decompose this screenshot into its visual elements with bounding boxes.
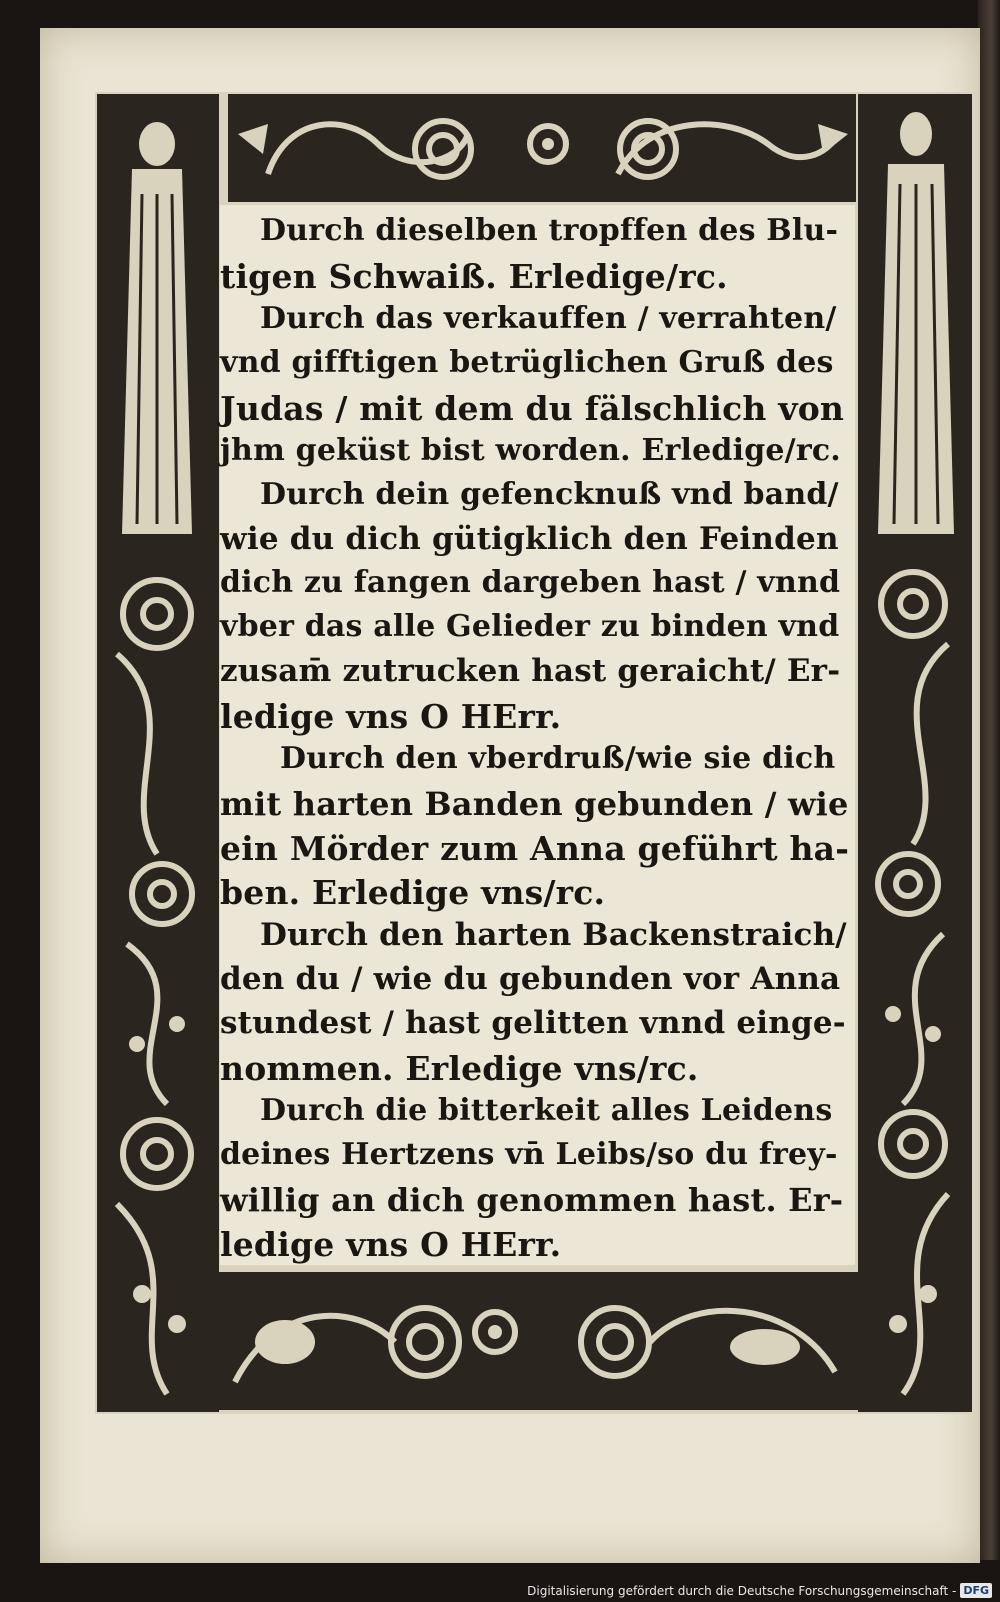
text-line: dich zu fangen dargeben hast / vnnd (220, 565, 841, 600)
text-line: Durch dieselben tropffen des Blu- (260, 213, 839, 248)
text-line: wie du dich gütigklich den Feinden (220, 521, 839, 557)
text-line: deines Hertzens vn̄ Leibs/so du frey- (220, 1137, 838, 1172)
text-line: tigen Schwaiß. Erledige/rc. (220, 257, 728, 296)
footer-credit (527, 1583, 992, 1598)
top-border-ornament-icon (228, 94, 856, 202)
footer-text: Digitalisierung gefördert durch die Deutsche Forschungsgemeinschaft - (527, 1583, 957, 1598)
text-line: Durch den vberdruß/wie sie dich (280, 741, 836, 776)
text-line: vber das alle Gelieder zu binden vnd (220, 609, 840, 644)
text-line: Judas / mit dem du fälschlich von (220, 389, 845, 428)
text-line: den du / wie du gebunden vor Anna (220, 961, 841, 997)
text-line: Durch die bitterkeit alles Leidens (260, 1093, 833, 1128)
text-line: Durch den harten Backenstraich/ (260, 917, 847, 953)
dfg-logo: DFG (960, 1583, 992, 1598)
text-line: willig an dich genommen hast. Er- (220, 1181, 844, 1219)
text-line: jhm geküst bist worden. Erledige/rc. (220, 433, 841, 468)
left-border-figure-icon (97, 94, 219, 1412)
text-line: nommen. Erledige vns/rc. (220, 1049, 699, 1088)
text-line: ledige vns O HErr. (220, 1225, 562, 1264)
text-block (220, 205, 855, 1265)
right-border-figure-icon (858, 94, 972, 1412)
text-line: Durch dein gefencknuß vnd band/ (260, 477, 839, 512)
text-line: Durch das verkauffen / verrahten/ (260, 301, 837, 336)
text-line: ledige vns O HErr. (220, 697, 562, 736)
text-line: ben. Erledige vns/rc. (220, 873, 606, 912)
text-line: zusam̄ zutrucken hast geraicht/ Er- (220, 653, 841, 689)
text-line: ein Mörder zum Anna geführt ha- (220, 829, 850, 868)
book-edge (978, 0, 1000, 1560)
bottom-border-ornament-icon (205, 1272, 860, 1410)
text-line: vnd gifftigen betrüglichen Gruß des (220, 345, 834, 380)
text-line: mit harten Banden gebunden / wie (220, 785, 849, 823)
text-line: stundest / hast gelitten vnnd einge- (220, 1005, 846, 1041)
